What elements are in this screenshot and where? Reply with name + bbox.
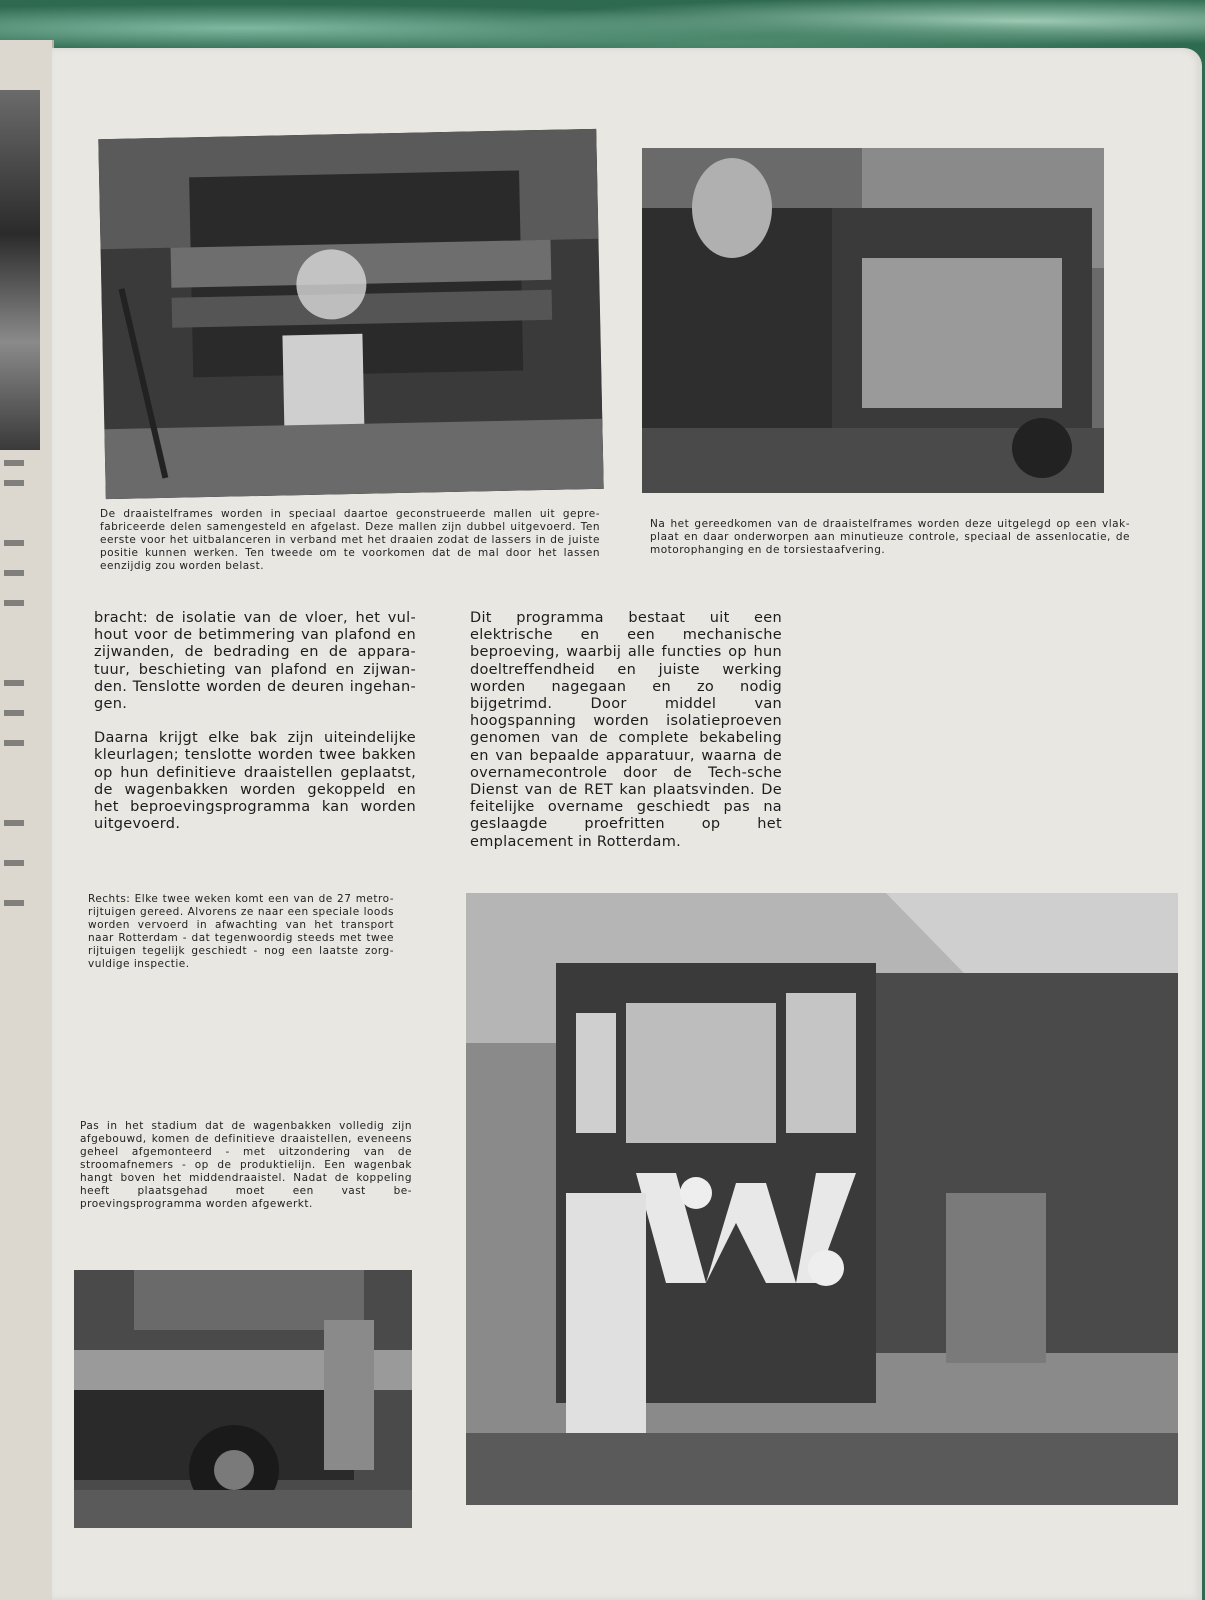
text-column-left — [94, 610, 416, 833]
left-paragraph-1: bracht: de isolatie van de vloer, het vul-hout voor de betimmering van plafond en zijwanden, de bedrading en de appara-tuur, beschieting van plafond en zijwan-den. Tenslotte worden de deuren ingehan-gen. — [94, 610, 416, 713]
left-paragraph-2: Daarna krijgt elke bak zijn uiteindelijke kleurlagen; tenslotte worden twee bakken op hun definitieve draaistellen geplaatst, de wagenbakken worden gekoppeld en het beproevingsprogramma kan worden uitgevoerd. — [94, 730, 416, 833]
photo-metro-car — [466, 893, 1178, 1505]
magazine-page — [52, 48, 1202, 1600]
caption-frames-inspection: Na het gereedkomen van de draaistelframes worden deze uitgelegd op een vlak-plaat en daar onderworpen aan minutieuze controle, speciaal de assenlocatie, de motorophanging en de torsiestaafvering. — [650, 518, 1130, 556]
photo-welding-frames — [98, 129, 603, 499]
text-column-right — [470, 610, 782, 851]
photo-frame-inspection — [642, 148, 1104, 493]
adjacent-page-edge — [0, 40, 54, 1600]
caption-frames-welding: De draaistelframes worden in speciaal daartoe geconstrueerde mallen uit gepre-fabriceerde delen samengesteld en afgelast. Deze mallen zijn dubbel uitgevoerd. Ten eerste voor het uitbalanceren in verband met het draaien zodat de lassers in de juiste positie kunnen werken. Ten tweede om te voorkomen dat de mal door het lassen eenzijdig zou worden belast. — [100, 508, 600, 572]
caption-rechts: Rechts: Elke twee weken komt een van de 27 metro-rijtuigen gereed. Alvorens ze naar een speciale loods worden vervoerd in afwachting van het transport naar Rotterdam - dat tegenwoordig steeds met twee rijtuigen tegelijk geschiedt - nog een laatste zorg-vuldige inspectie. — [88, 893, 394, 970]
right-paragraph-1: Dit programma bestaat uit een elektrische en een mechanische beproeving, waarbij alle functies op hun doeltreffendheid en juiste werking worden nagegaan en zo nodig bijgetrimd. Door middel van hoogspanning worden isolatieproeven genomen van de complete bekabeling en van bepaalde apparatuur, waarna de overnamecontrole door de Tech-sche Dienst van de RET kan plaatsvinden. De feitelijke overname geschiedt pas na geslaagde proefritten op het emplacement in Rotterdam. — [470, 610, 782, 850]
caption-bogies: Pas in het stadium dat de wagenbakken volledig zijn afgebouwd, komen de definitieve draaistellen, eveneens geheel afgemonteerd - met uitzondering van de stroomafnemers - op de produktielijn. Een wagenbak hangt boven het middendraaistel. Nadat de koppeling heeft plaatsgehad moet een vast be-proevingsprogramma worden afgewerkt. — [80, 1120, 412, 1210]
adjacent-page-photo — [0, 90, 40, 450]
photo-bogie-assembly — [74, 1270, 412, 1528]
